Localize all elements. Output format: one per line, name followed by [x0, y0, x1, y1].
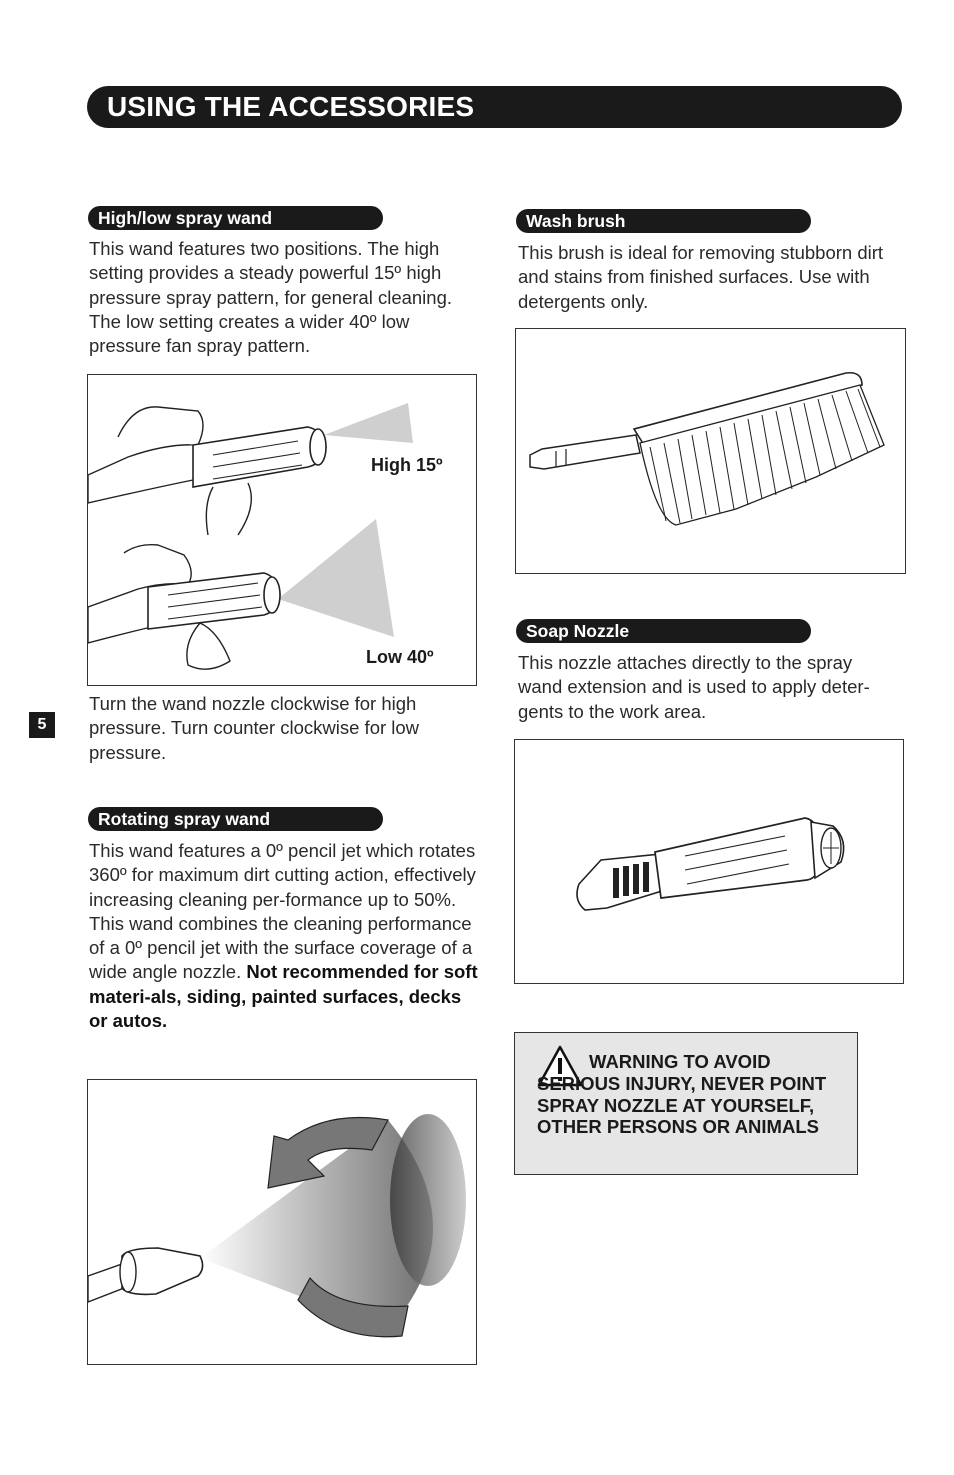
rotating-description-warning: Not recommended for soft materi-als, siding, painted surfaces, decks or autos. — [89, 961, 478, 1032]
rotating-description — [89, 839, 479, 1033]
high-15-label: High 15º — [371, 455, 443, 475]
soap-nozzle-illustration — [515, 740, 905, 985]
highlow-description: This wand features two positions. The high setting provides a steady powerful 15º high pressure spray pattern, for general cleaning. The low setting creates a wider 40º low pressure fan spray pattern. — [89, 238, 453, 357]
highlow-wand-illustration — [88, 375, 478, 687]
warning-text — [537, 1051, 847, 1138]
washbrush-description: This brush is ideal for removing stubborn dirt and stains from finished surfaces. Use with detergents only. — [518, 242, 884, 312]
heading-rotating-wand: Rotating spray wand — [88, 807, 383, 831]
heading-highlow-wand: High/low spray wand — [88, 206, 383, 230]
warning-box — [514, 1032, 858, 1175]
highlow-instruction: Turn the wand nozzle clockwise for high pressure. Turn counter clockwise for low pressure. — [89, 693, 420, 763]
page-number: 5 — [29, 712, 55, 738]
wash-brush-figure — [515, 328, 906, 574]
page-title: USING THE ACCESSORIES — [107, 91, 475, 122]
soap-description: This nozzle attaches directly to the spray wand extension and is used to apply deter-gents to the work area. — [518, 652, 870, 722]
heading-soap-nozzle: Soap Nozzle — [516, 619, 811, 643]
heading-wash-brush: Wash brush — [516, 209, 811, 233]
warning-message: WARNING TO AVOID SERIOUS INJURY, NEVER POINT SPRAY NOZZLE AT YOURSELF, OTHER PERSONS OR ANIMALS — [537, 1051, 827, 1138]
soap-nozzle-figure — [514, 739, 904, 984]
wash-brush-illustration — [516, 329, 907, 575]
rotating-wand-figure — [87, 1079, 477, 1365]
highlow-wand-figure — [87, 374, 477, 686]
rotating-wand-illustration — [88, 1080, 478, 1366]
rotating-description-plain: This wand features a 0º pencil jet which rotates 360º for maximum dirt cutting action, effectively increasing cleaning per-formance up to 50%. This wand combines the cleaning performance of a 0º pencil jet with the surface coverage of a wide angle nozzle. — [89, 840, 476, 983]
page-title-bar — [87, 86, 902, 128]
low-40-label: Low 40º — [366, 647, 434, 667]
